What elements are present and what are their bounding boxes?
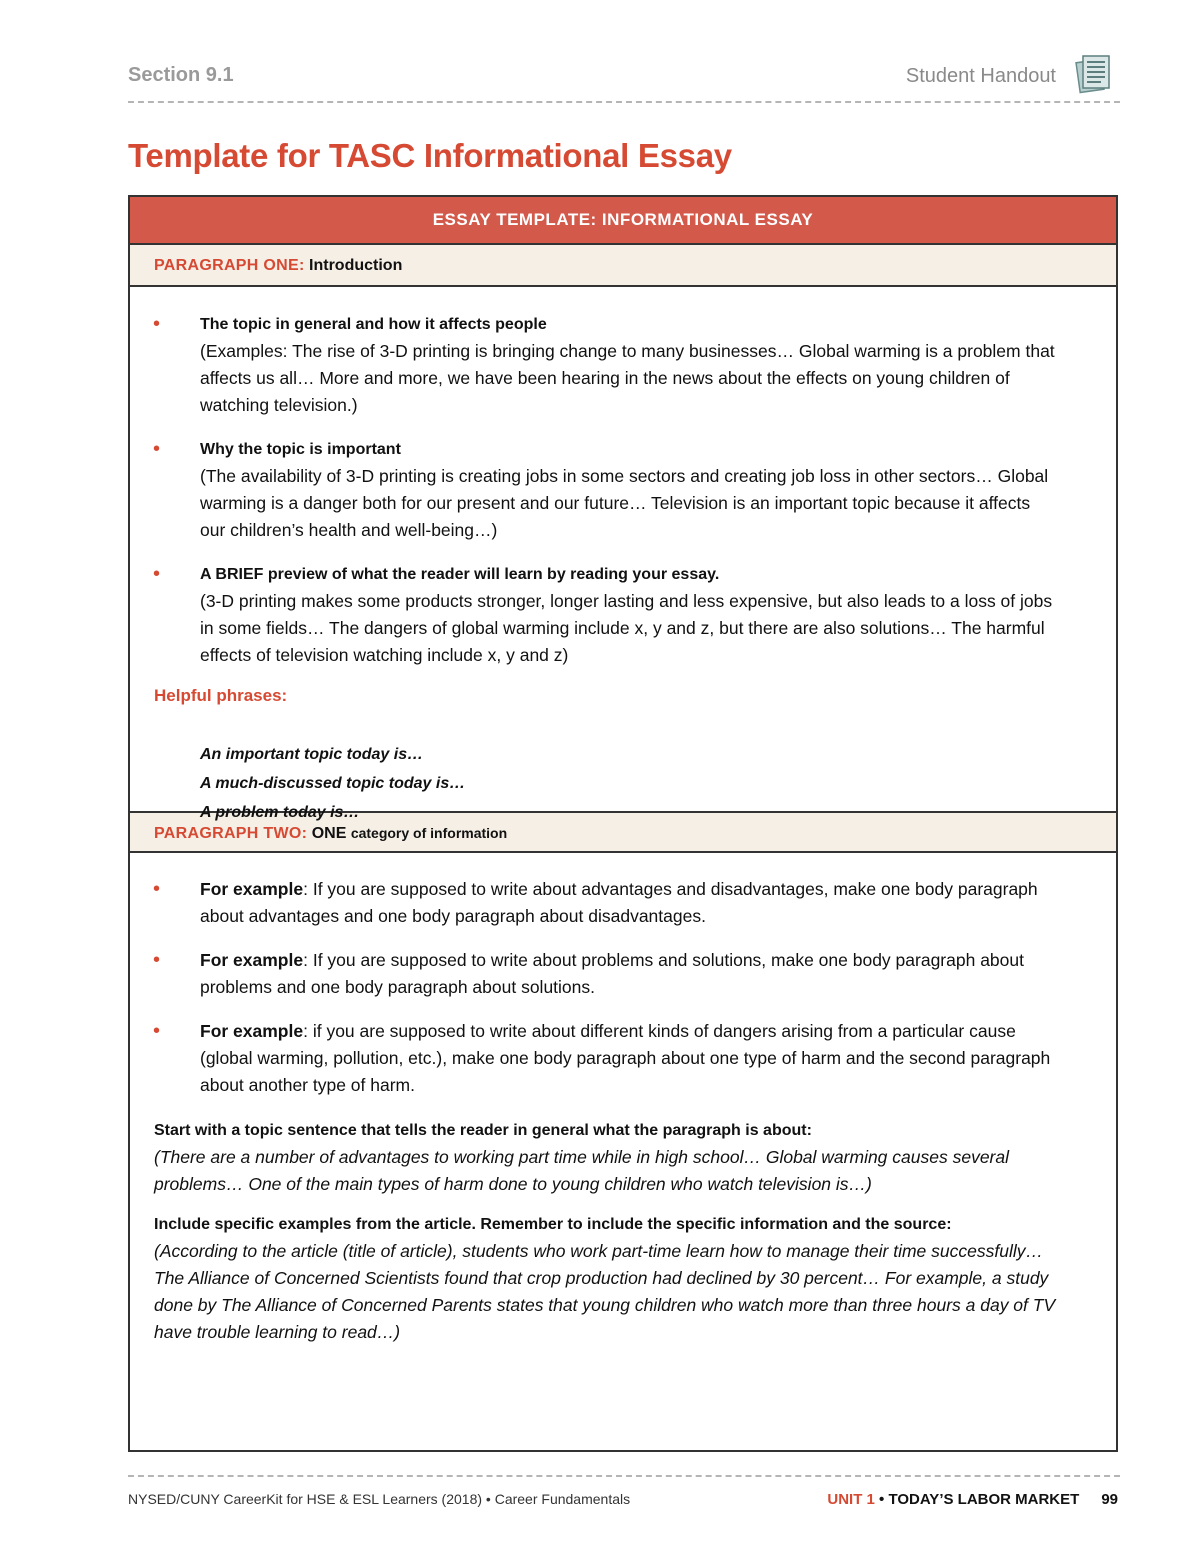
examples-note (154, 1210, 1056, 1346)
paragraph-two-sublabel-bold: ONE (311, 825, 347, 842)
page-footer (128, 1491, 1118, 1515)
footer-divider (128, 1475, 1120, 1477)
bullet-lead: For example (200, 950, 304, 970)
bullet-text: : If you are supposed to write about advantages and disadvantages, make one body paragraph about advantages and one body paragraph about disadvantages. (200, 879, 1038, 926)
list-item (130, 311, 1116, 419)
list-item (130, 1018, 1116, 1099)
bullet-lead: For example (200, 879, 304, 899)
paragraph-two-bullets (130, 853, 1116, 1099)
bullet-text: : If you are supposed to write about problems and solutions, make one body paragraph about problems and one body paragraph about solutions. (200, 950, 1024, 997)
paragraph-one-body (130, 287, 1116, 821)
topic-sentence-label: Start with a topic sentence that tells the reader in general what the paragraph is about: (154, 1122, 812, 1139)
bullet-icon: • (153, 438, 161, 460)
list-item (130, 436, 1116, 544)
bullet-text: : if you are supposed to write about different kinds of dangers arising from a particular cause (global warming, pollution, etc.), make one body paragraph about one type of harm and the second paragraph about another type of harm. (200, 1021, 1051, 1095)
paragraph-two-body (130, 853, 1116, 1441)
bullet-text: (The availability of 3-D printing is creating jobs in some sectors and creating job loss in other sectors… Global warming is a danger both for our present and our future… Television is an important topic because it affects our children’s health and well-being…) (200, 466, 1049, 540)
paragraph-one-bullets (130, 287, 1116, 669)
footer-unit-title: • TODAY’S LABOR MARKET (874, 1491, 1080, 1508)
list-item (130, 561, 1116, 669)
footer-unit (827, 1491, 1118, 1508)
essay-template-table (128, 195, 1118, 1452)
paragraph-one-label: PARAGRAPH ONE: (154, 257, 305, 274)
handout-label: Student Handout (905, 65, 1056, 87)
bullet-icon: • (153, 949, 161, 971)
footer-unit-number: UNIT 1 (827, 1491, 875, 1508)
paragraph-two-sublabel: category of information (350, 825, 508, 841)
list-item (130, 947, 1116, 1001)
helpful-phrases-label: Helpful phrases: (154, 686, 288, 705)
bullet-lead: Why the topic is important (200, 441, 401, 458)
list-item (130, 876, 1116, 930)
bullet-icon: • (153, 1020, 161, 1042)
bullet-icon: • (153, 563, 161, 585)
bullet-text: (3-D printing makes some products stronger, longer lasting and less expensive, but also leads to a loss of jobs in some fields… The dangers of global warming include x, y and z, but there are also solutions… The harmful effects of television watching include x, y and z) (200, 591, 1053, 665)
bullet-text: (Examples: The rise of 3-D printing is bringing change to many businesses… Global warming is a problem that affects us all… More and more, we have been hearing in the news about the effects on young children of watching television.) (200, 341, 1055, 415)
paragraph-two-label: PARAGRAPH TWO: (154, 825, 308, 842)
helpful-phrases-list (200, 716, 1116, 827)
bullet-lead: The topic in general and how it affects people (200, 316, 547, 333)
table-heading: ESSAY TEMPLATE: INFORMATIONAL ESSAY (130, 197, 1116, 245)
page-title: Template for TASC Informational Essay (128, 137, 732, 174)
header-divider (128, 101, 1120, 103)
page-number: 99 (1101, 1491, 1118, 1508)
footer-source: NYSED/CUNY CareerKit for HSE & ESL Learners (2018) • Career Fundamentals (128, 1491, 631, 1507)
document-stack-icon (1074, 52, 1116, 94)
examples-text: (According to the article (title of article), students who work part-time learn how to manage their time successfully… The Alliance of Concerned Scientists found that crop production had declined by 30 percent… For example, a study done by The Alliance of Concerned Parents states that young children who watch more than three hours a day of TV have trouble learning to read…) (154, 1241, 1056, 1342)
section-label: Section 9.1 (128, 64, 234, 86)
bullet-icon: • (153, 878, 161, 900)
page-header (128, 58, 1118, 100)
topic-sentence-note (154, 1116, 1056, 1198)
phrase-item: A much-discussed topic today is… (200, 775, 466, 792)
topic-sentence-examples: (There are a number of advantages to working part time while in high school… Global warming causes several problems… One of the main types of harm done to young children who watch television is…) (154, 1147, 1010, 1194)
phrase-item: An important topic today is… (200, 746, 424, 763)
bullet-lead: For example (200, 1021, 304, 1041)
paragraph-one-sublabel: Introduction (309, 257, 403, 274)
examples-label: Include specific examples from the article. Remember to include the specific information and the source: (154, 1216, 952, 1233)
bullet-icon: • (153, 313, 161, 335)
paragraph-one-heading (130, 245, 1116, 287)
phrase-item: A problem today is… (200, 804, 360, 821)
bullet-lead: A BRIEF preview of what the reader will learn by reading your essay. (200, 566, 720, 583)
